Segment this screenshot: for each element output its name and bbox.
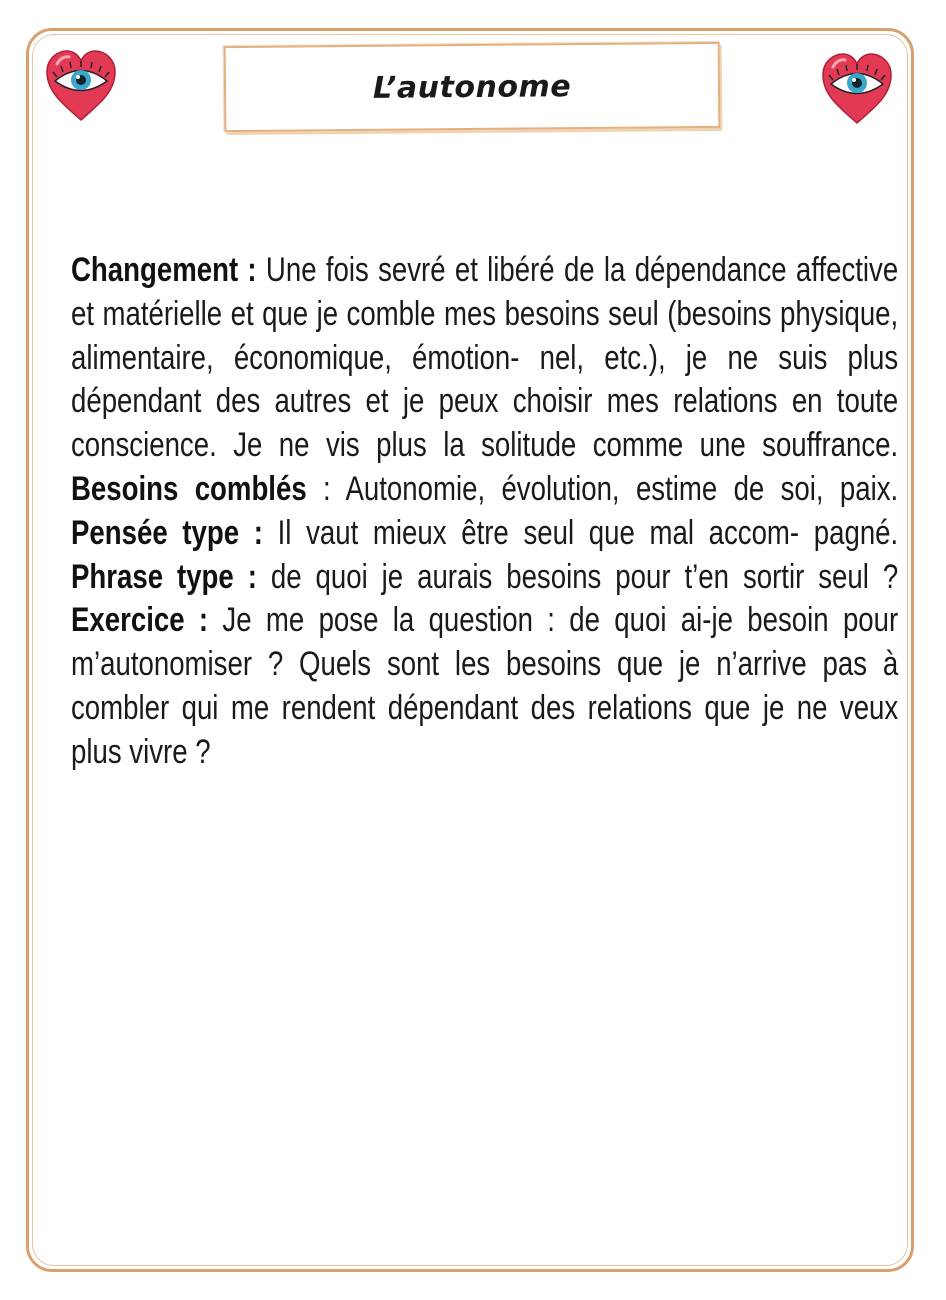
phrase-text: de quoi je aurais besoins pour t’en sortir seul ? [256,557,899,596]
changement-label: Changement : [71,251,257,289]
changement-text: Une fois sevré et libéré de la dépendance affective et matérielle et que je comble mes besoins seul (besoins physique, alimentaire, économique, émotion- nel, etc.), je ne suis plus dépendant des autres et je peux choisir mes relations en toute conscience. Je ne vis plus la solitude comme une souffrance. [71,251,899,465]
title-banner [224,42,721,132]
heart-eye-icon [819,51,895,127]
heart-eye-icon [43,48,119,124]
besoins-text: : Autonomie, évolution, estime de soi, paix. [306,469,899,508]
pensee-text: Il vaut mieux être seul que mal accom- pagné. [262,513,899,552]
pensee-label: Pensée type : [71,513,263,552]
besoins-label: Besoins comblés [71,469,307,508]
exercice-label: Exercice : [71,601,209,640]
card-body-text [71,249,898,775]
card-title: L’autonome [372,68,572,106]
exercice-text: Je me pose la question : de quoi ai-je besoin pour m’autonomiser ? Quels sont les besoins que je n’arrive pas à combler qui me rendent dépendant des relations que je ne veux plus vivre ? [71,601,899,771]
phrase-label: Phrase type : [71,557,257,596]
